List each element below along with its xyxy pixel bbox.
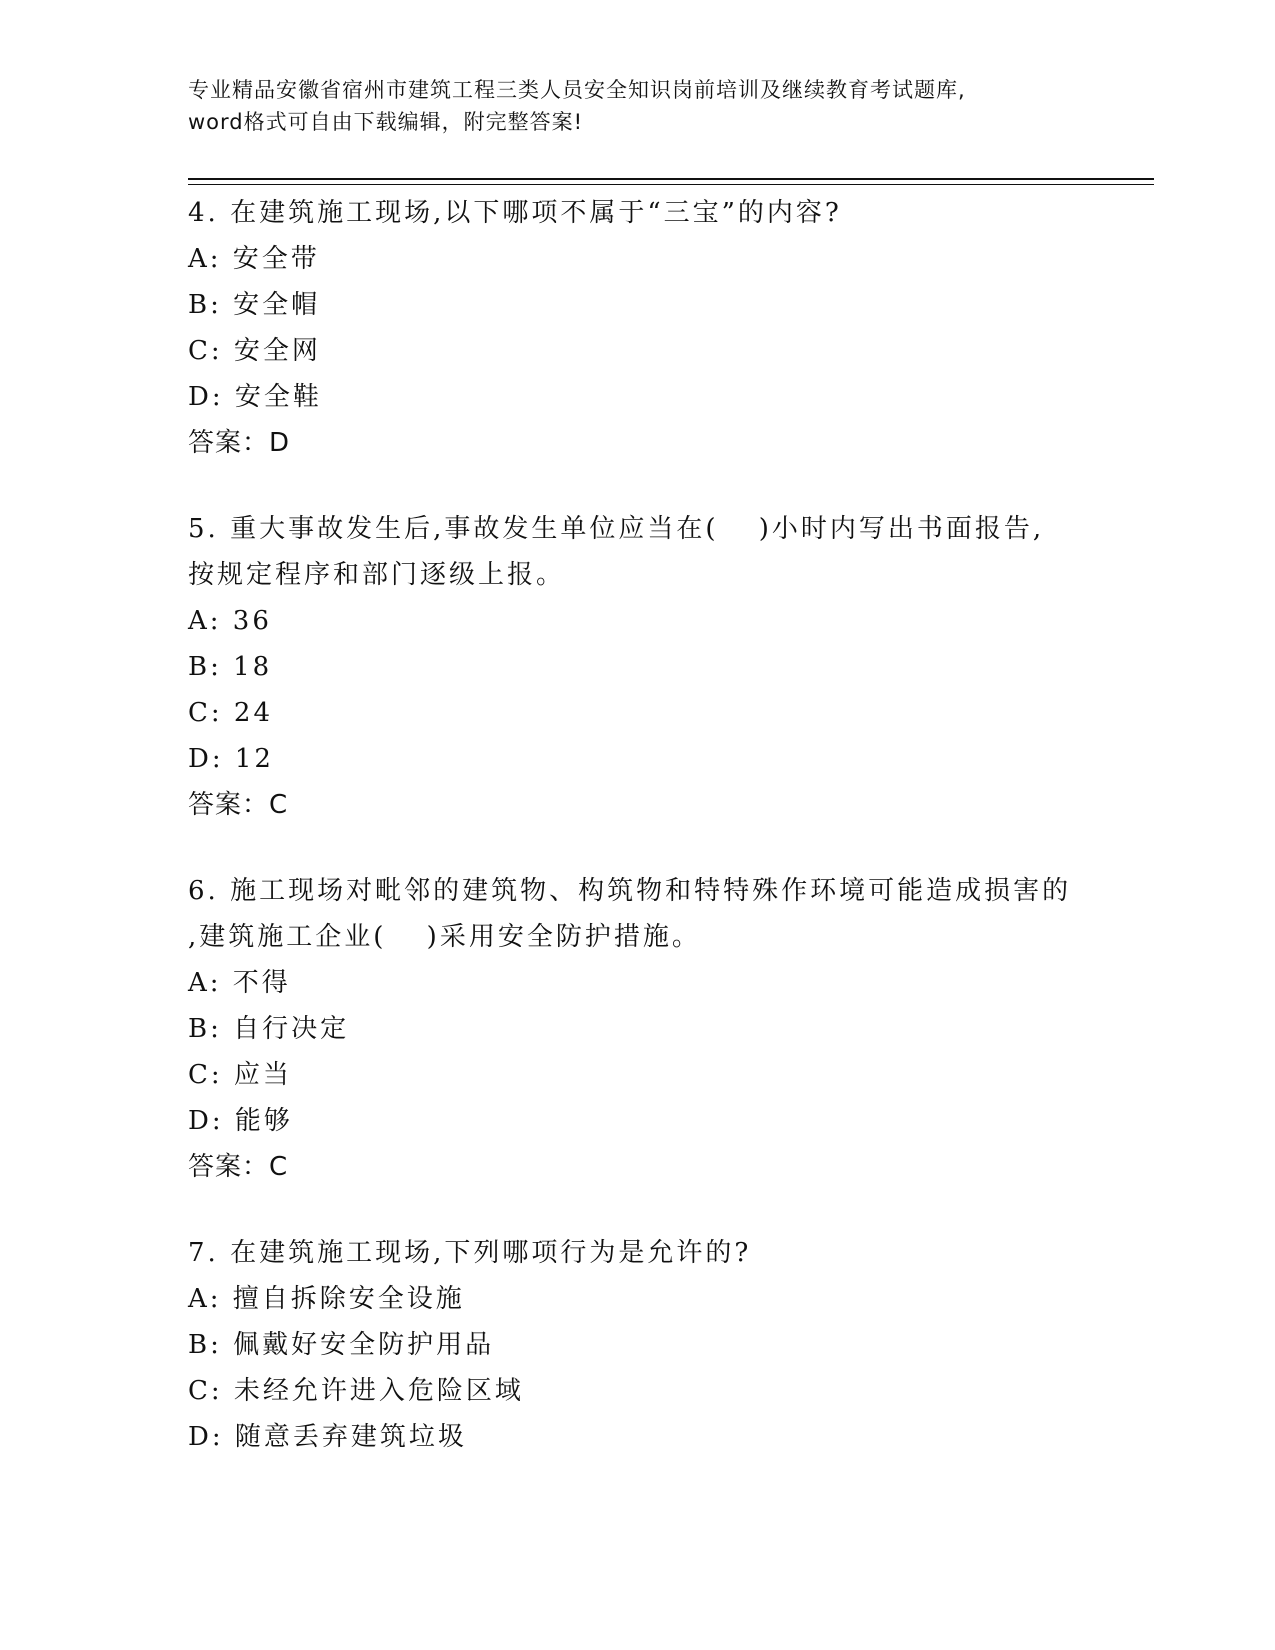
answer-line: 答案：C [188, 790, 289, 820]
header-line-1: 专业精品安徽省宿州市建筑工程三类人员安全知识岗前培训及继续教育考试题库, [188, 78, 966, 102]
question-stem: 7. 在建筑施工现场,下列哪项行为是允许的? [188, 1238, 752, 1268]
answer-line: 答案：D [188, 428, 291, 458]
option-b: B: 18 [188, 652, 273, 682]
option-b: B: 佩戴好安全防护用品 [188, 1330, 495, 1360]
question-6 [188, 868, 1088, 1190]
option-d: D: 安全鞋 [188, 382, 322, 412]
option-b: B: 安全帽 [188, 290, 321, 320]
question-stem-continued: ,建筑施工企业( )采用安全防护措施。 [188, 922, 701, 952]
answer-line: 答案：C [188, 1152, 289, 1182]
option-a: A: 安全带 [188, 244, 320, 274]
option-d: D: 12 [188, 744, 274, 774]
option-c: C: 未经允许进入危险区域 [188, 1376, 524, 1406]
option-c: C: 安全网 [188, 336, 321, 366]
option-a: A: 36 [188, 606, 272, 636]
option-a: A: 不得 [188, 968, 291, 998]
question-stem-continued: 按规定程序和部门逐级上报。 [188, 560, 566, 590]
document-header [188, 74, 1088, 138]
option-b: B: 自行决定 [188, 1014, 350, 1044]
option-d: D: 能够 [188, 1106, 293, 1136]
header-line-2: word格式可自由下载编辑，附完整答案! [188, 110, 584, 134]
question-5 [188, 506, 1088, 828]
option-c: C: 24 [188, 698, 274, 728]
question-stem: 4. 在建筑施工现场,以下哪项不属于“三宝”的内容? [188, 198, 842, 228]
question-stem: 6. 施工现场对毗邻的建筑物、构筑物和特特殊作环境可能造成损害的 [188, 876, 1072, 906]
question-stem: 5. 重大事故发生后,事故发生单位应当在( )小时内写出书面报告, [188, 514, 1045, 544]
header-divider [188, 178, 1154, 180]
question-7 [188, 1230, 1088, 1460]
question-list [188, 190, 1088, 1500]
option-c: C: 应当 [188, 1060, 292, 1090]
question-4 [188, 190, 1088, 466]
option-a: A: 擅自拆除安全设施 [188, 1284, 465, 1314]
option-d: D: 随意丢弃建筑垃圾 [188, 1422, 467, 1452]
header-divider-thin [188, 184, 1154, 185]
